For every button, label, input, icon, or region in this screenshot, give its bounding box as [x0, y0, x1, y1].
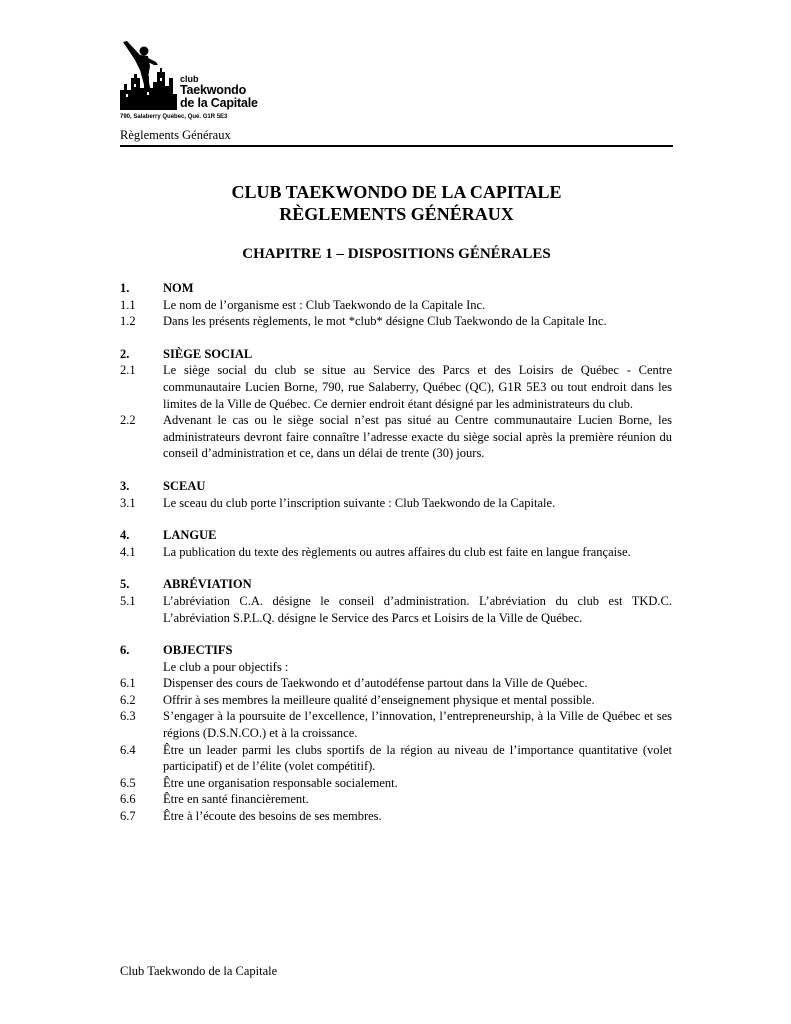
- section-number: 1.: [120, 281, 130, 295]
- article-text: Offrir à ses membres la meilleure qualité d’enseignement physique et mental possible.: [163, 692, 595, 707]
- header-label: Règlements Généraux: [120, 128, 231, 142]
- article-text: Être en santé financièrement.: [163, 792, 309, 807]
- club-logo: [118, 38, 258, 123]
- section-title: NOM: [163, 281, 194, 295]
- article-item: [120, 297, 672, 314]
- section: [120, 346, 672, 462]
- section: [120, 280, 672, 330]
- section: [120, 576, 672, 626]
- article-number: 6.6: [120, 792, 136, 807]
- logo-address: 790, Salaberry Québec, Qué. G1R 5E3: [120, 114, 228, 120]
- article-number: 5.1: [120, 593, 136, 608]
- article-number: 6.2: [120, 692, 136, 707]
- section-intro: [120, 659, 672, 676]
- article-text: La publication du texte des règlements ou autres affaires du club est faite en langue française.: [163, 544, 631, 559]
- article-item: [120, 708, 672, 741]
- article-text: Le siège social du club se situe au Service des Parcs et des Loisirs de Québec - Centre communautaire Lucien Borne, 790, rue Salaberry, Québec (QC), G1R 5E3 ou tout endroit dans les limites de la Ville de Québec. Ce dernier endroit étant désigné par les administrateurs du club.: [163, 363, 672, 411]
- article-text: Être une organisation responsable socialement.: [163, 775, 398, 790]
- article-text: Dispenser des cours de Taekwondo et d’autodéfense partout dans la Ville de Québec.: [163, 676, 588, 691]
- section-heading: [120, 478, 672, 495]
- article-number: 6.3: [120, 709, 136, 724]
- section-number: 4.: [120, 528, 130, 543]
- logo-club-text: club: [180, 74, 199, 84]
- article-item: [120, 412, 672, 462]
- article-text: Advenant le cas ou le siège social n’est pas situé au Centre communautaire Lucien Borne, les administrateurs devront faire connaître l’adresse exacte du siège social après la première réunion du conseil d’administration et ce, dans un délai de trente (30) jours.: [163, 413, 672, 461]
- article-item: [120, 313, 672, 330]
- article-text: Le sceau du club porte l’inscription suivante : Club Taekwondo de la Capitale.: [163, 495, 556, 510]
- article-text: L’abréviation C.A. désigne le conseil d’administration. L’abréviation du club est TKD.C. L’abréviation S.P.L.Q. désigne le Service des Parcs et Loisirs de la Ville de Québec.: [163, 593, 672, 625]
- article-number: 6.4: [120, 742, 136, 757]
- page-footer: Club Taekwondo de la Capitale: [120, 964, 278, 978]
- document-body: [120, 280, 672, 841]
- document-subtitle: RÈGLEMENTS GÉNÉRAUX: [279, 204, 514, 224]
- article-number: 1.2: [120, 314, 136, 329]
- article-number: 6.1: [120, 676, 136, 691]
- article-text: Être un leader parmi les clubs sportifs de la région au niveau de l’importance quantitative (volet participatif) et de l’élite (volet compétitif).: [163, 742, 672, 774]
- article-item: [120, 544, 672, 561]
- logo-capitale-text: de la Capitale: [180, 96, 258, 110]
- section-number: 6.: [120, 643, 130, 658]
- header-divider: [120, 145, 673, 147]
- section-intro-text: Le club a pour objectifs :: [163, 659, 289, 674]
- article-text: Dans les présents règlements, le mot *club* désigne Club Taekwondo de la Capitale Inc.: [163, 314, 607, 329]
- section-title: SIÈGE SOCIAL: [163, 346, 253, 361]
- article-item: [120, 791, 672, 808]
- section-heading: [120, 576, 672, 593]
- section-number: 2.: [120, 346, 130, 361]
- section-title: SCEAU: [163, 478, 206, 493]
- section: [120, 478, 672, 511]
- article-number: 1.1: [120, 297, 136, 312]
- section-heading: [120, 527, 672, 544]
- section-title: OBJECTIFS: [163, 643, 233, 658]
- article-item: [120, 593, 672, 626]
- article-item: [120, 742, 672, 775]
- article-number: 2.2: [120, 413, 136, 428]
- article-item: [120, 675, 672, 692]
- article-item: [120, 775, 672, 792]
- document-title: CLUB TAEKWONDO DE LA CAPITALE: [231, 182, 562, 202]
- section-heading: [120, 280, 672, 297]
- logo-taekwondo-text: Taekwondo: [180, 83, 247, 97]
- chapter-heading: CHAPITRE 1 – DISPOSITIONS GÉNÉRALES: [242, 246, 551, 262]
- section-number: 3.: [120, 478, 130, 493]
- section-heading: [120, 346, 672, 363]
- article-text: Être à l’écoute des besoins de ses membres.: [163, 809, 382, 824]
- article-number: 4.1: [120, 544, 136, 559]
- section-heading: [120, 642, 672, 659]
- article-item: [120, 692, 672, 709]
- article-number: 6.7: [120, 809, 136, 824]
- section-number: 5.: [120, 577, 130, 592]
- section: [120, 642, 672, 825]
- article-item: [120, 495, 672, 512]
- article-text: Le nom de l’organisme est : Club Taekwondo de la Capitale Inc.: [163, 297, 486, 312]
- article-item: [120, 362, 672, 412]
- article-number: 3.1: [120, 495, 136, 510]
- section: [120, 527, 672, 560]
- section-title: ABRÉVIATION: [163, 577, 252, 592]
- article-number: 2.1: [120, 363, 136, 378]
- section-title: LANGUE: [163, 528, 217, 543]
- article-text: S’engager à la poursuite de l’excellence, l’innovation, l’entrepreneurship, à la Ville de Québec et ses régions (D.S.N.CO.) et à la croissance.: [163, 709, 672, 741]
- article-item: [120, 808, 672, 825]
- article-number: 6.5: [120, 775, 136, 790]
